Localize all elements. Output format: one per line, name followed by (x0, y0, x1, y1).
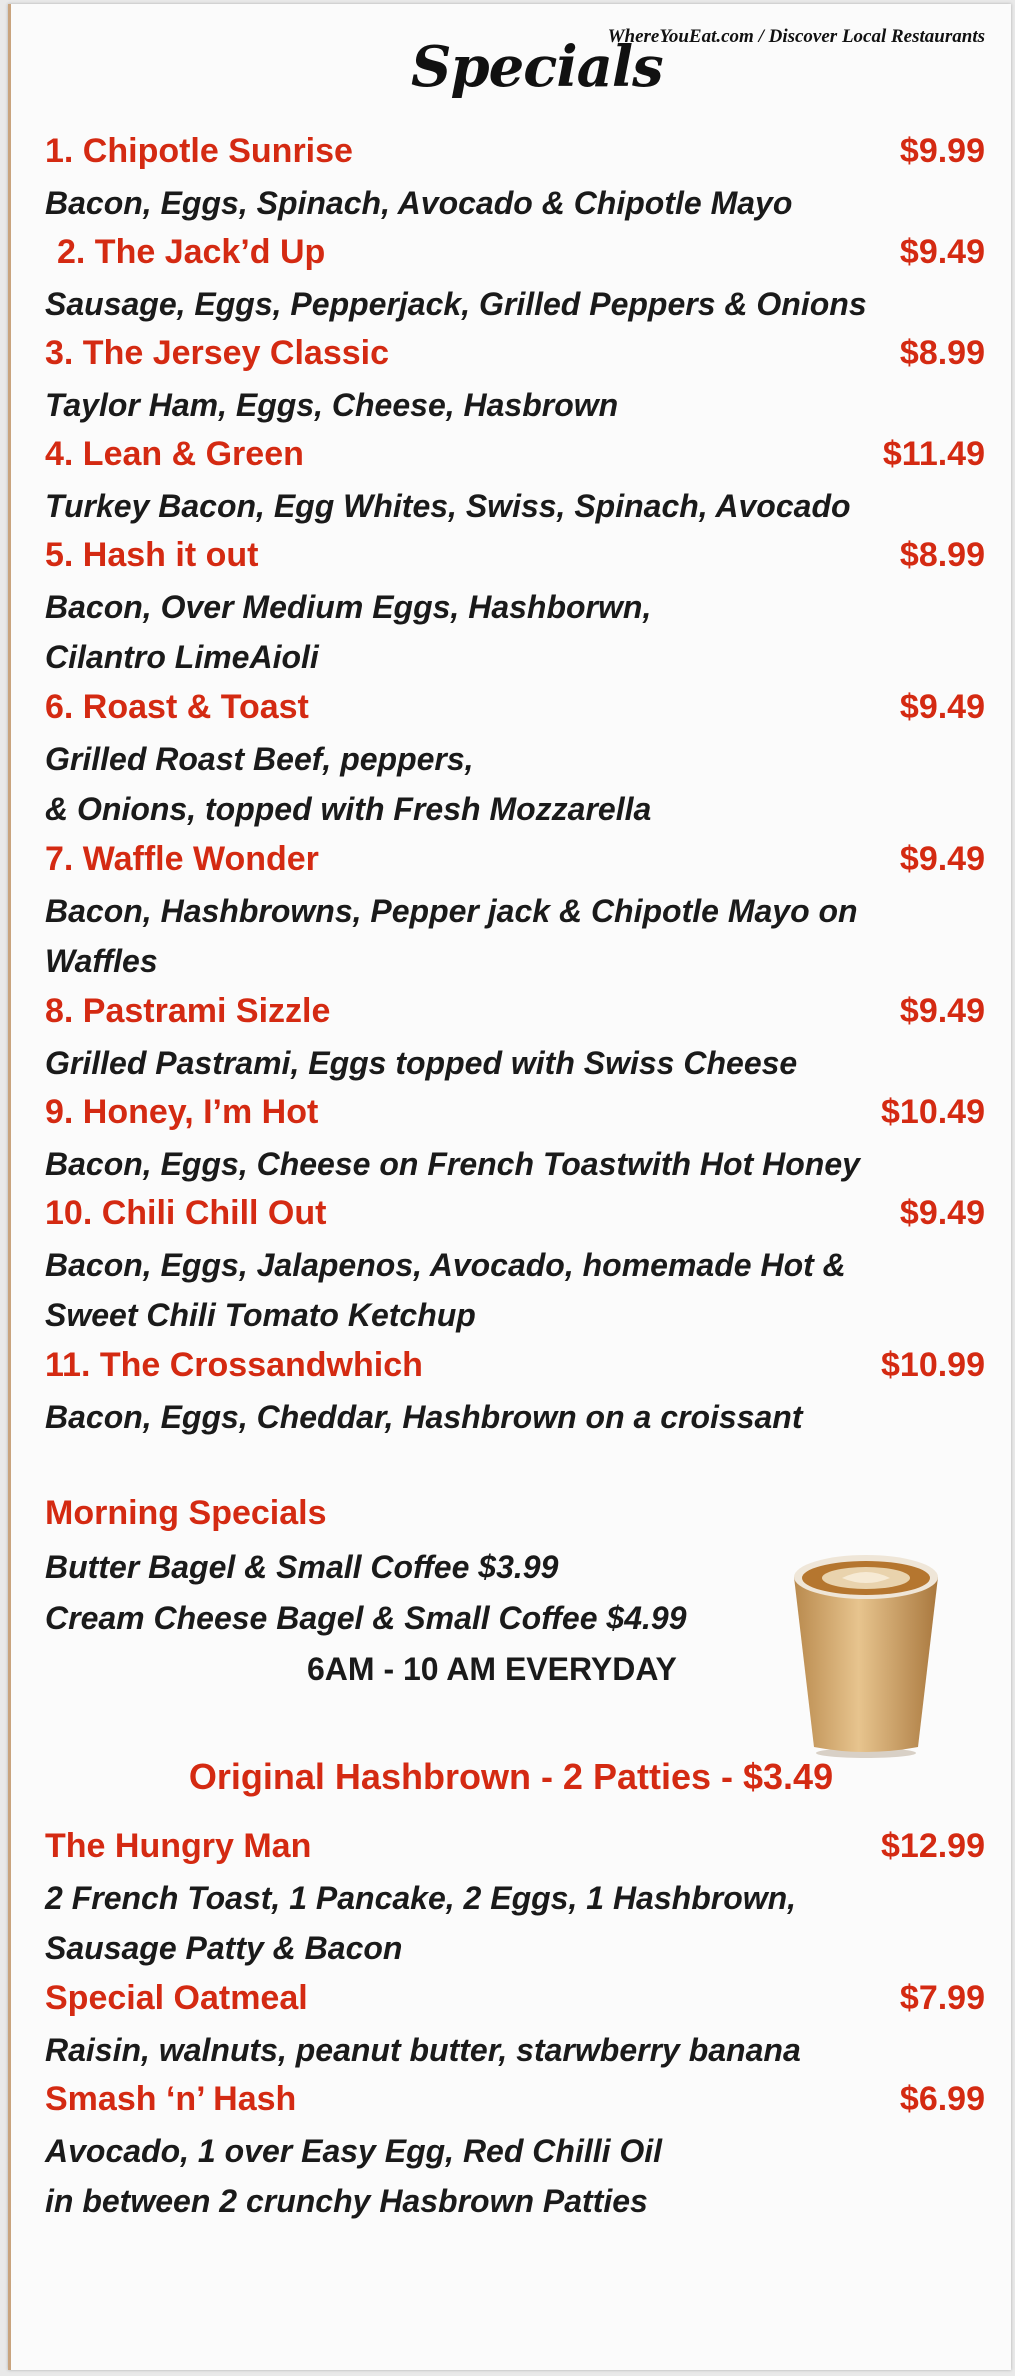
item-name: Smash ‘n’ Hash (45, 2080, 297, 2118)
item-description: Bacon, Hashbrowns, Pepper jack & Chipotle Mayo on Waffles (45, 893, 858, 979)
special-item-5 (45, 536, 985, 682)
item-description: Sausage, Eggs, Pepperjack, Grilled Peppers & Onions (45, 286, 867, 322)
item-price: $9.49 (899, 233, 985, 271)
item-name: 7. Waffle Wonder (45, 840, 319, 878)
item-description: Bacon, Eggs, Jalapenos, Avocado, homemade Hot & Sweet Chili Tomato Ketchup (45, 1247, 846, 1333)
special-item-3 (45, 334, 985, 430)
item-name: 3. The Jersey Classic (45, 334, 390, 372)
item-description: Bacon, Eggs, Cheese on French Toastwith Hot Honey (45, 1146, 860, 1182)
item-name: 5. Hash it out (45, 536, 259, 574)
item-price: $8.99 (899, 334, 985, 372)
special-item-6 (45, 688, 985, 834)
morning-specials-title: Morning Specials (45, 1494, 327, 1532)
item-price: $9.49 (899, 1194, 985, 1232)
item-price: $10.99 (881, 1346, 985, 1384)
item-name: 9. Honey, I’m Hot (45, 1093, 319, 1131)
item-name: 2. The Jack’d Up (57, 233, 326, 271)
item-description: Bacon, Over Medium Eggs, Hashborwn, Cilantro LimeAioli (45, 589, 652, 675)
special-item-10 (45, 1194, 985, 1340)
item-name: 8. Pastrami Sizzle (45, 992, 331, 1030)
item-name: Special Oatmeal (45, 1979, 308, 2017)
item-price: $6.99 (899, 2080, 985, 2118)
item-name: 10. Chili Chill Out (45, 1194, 327, 1232)
item-price: $12.99 (881, 1827, 985, 1865)
item-price: $9.49 (899, 688, 985, 726)
item-price: $9.49 (899, 992, 985, 1030)
item-name: 1. Chipotle Sunrise (45, 132, 353, 170)
item-description: Turkey Bacon, Egg Whites, Swiss, Spinach, Avocado (45, 488, 851, 524)
item-description: Grilled Pastrami, Eggs topped with Swiss Cheese (45, 1045, 798, 1081)
morning-hours: 6AM - 10 AM EVERYDAY (307, 1651, 677, 1687)
special-item-2 (45, 233, 985, 329)
menu-item-smash-n-hash (45, 2080, 985, 2226)
special-item-4 (45, 435, 985, 531)
item-price: $10.49 (881, 1093, 985, 1131)
menu-item-special-oatmeal (45, 1979, 985, 2075)
hashbrown-banner: Original Hashbrown - 2 Patties - $3.49 (188, 1756, 834, 1797)
item-description: Grilled Roast Beef, peppers, & Onions, topped with Fresh Mozzarella (45, 741, 652, 827)
site-watermark: WhereYouEat.com / Discover Local Restaurants (607, 26, 985, 47)
special-item-8 (45, 992, 985, 1088)
item-description: Raisin, walnuts, peanut butter, starwberry banana (45, 2032, 801, 2068)
page-title: Specials (411, 34, 663, 100)
item-description: Taylor Ham, Eggs, Cheese, Hasbrown (45, 387, 619, 423)
special-item-7 (45, 840, 985, 986)
item-name: 4. Lean & Green (45, 435, 304, 473)
item-name: The Hungry Man (45, 1827, 312, 1865)
item-name: 6. Roast & Toast (45, 688, 309, 726)
item-description: Bacon, Eggs, Spinach, Avocado & Chipotle Mayo (45, 185, 793, 221)
item-price: $7.99 (899, 1979, 985, 2017)
menu-item-hungry-man (45, 1827, 985, 1973)
item-name: 11. The Crossandwhich (45, 1346, 423, 1384)
item-price: $9.49 (899, 840, 985, 878)
special-item-11 (45, 1346, 985, 1442)
item-description: 2 French Toast, 1 Pancake, 2 Eggs, 1 Hashbrown, Sausage Patty & Bacon (45, 1880, 797, 1966)
special-item-9 (45, 1093, 985, 1189)
special-item-1 (45, 132, 985, 228)
morning-special-line: Cream Cheese Bagel & Small Coffee $4.99 (45, 1600, 687, 1636)
item-description: Avocado, 1 over Easy Egg, Red Chilli Oil in between 2 crunchy Hasbrown Patties (45, 2133, 663, 2219)
item-price: $11.49 (882, 435, 985, 473)
item-price: $8.99 (899, 536, 985, 574)
item-price: $9.99 (899, 132, 985, 170)
coffee-cup-image (786, 1539, 946, 1764)
menu-sheet (8, 4, 1011, 2370)
morning-special-line: Butter Bagel & Small Coffee $3.99 (45, 1549, 559, 1585)
item-description: Bacon, Eggs, Cheddar, Hashbrown on a croissant (45, 1399, 803, 1435)
